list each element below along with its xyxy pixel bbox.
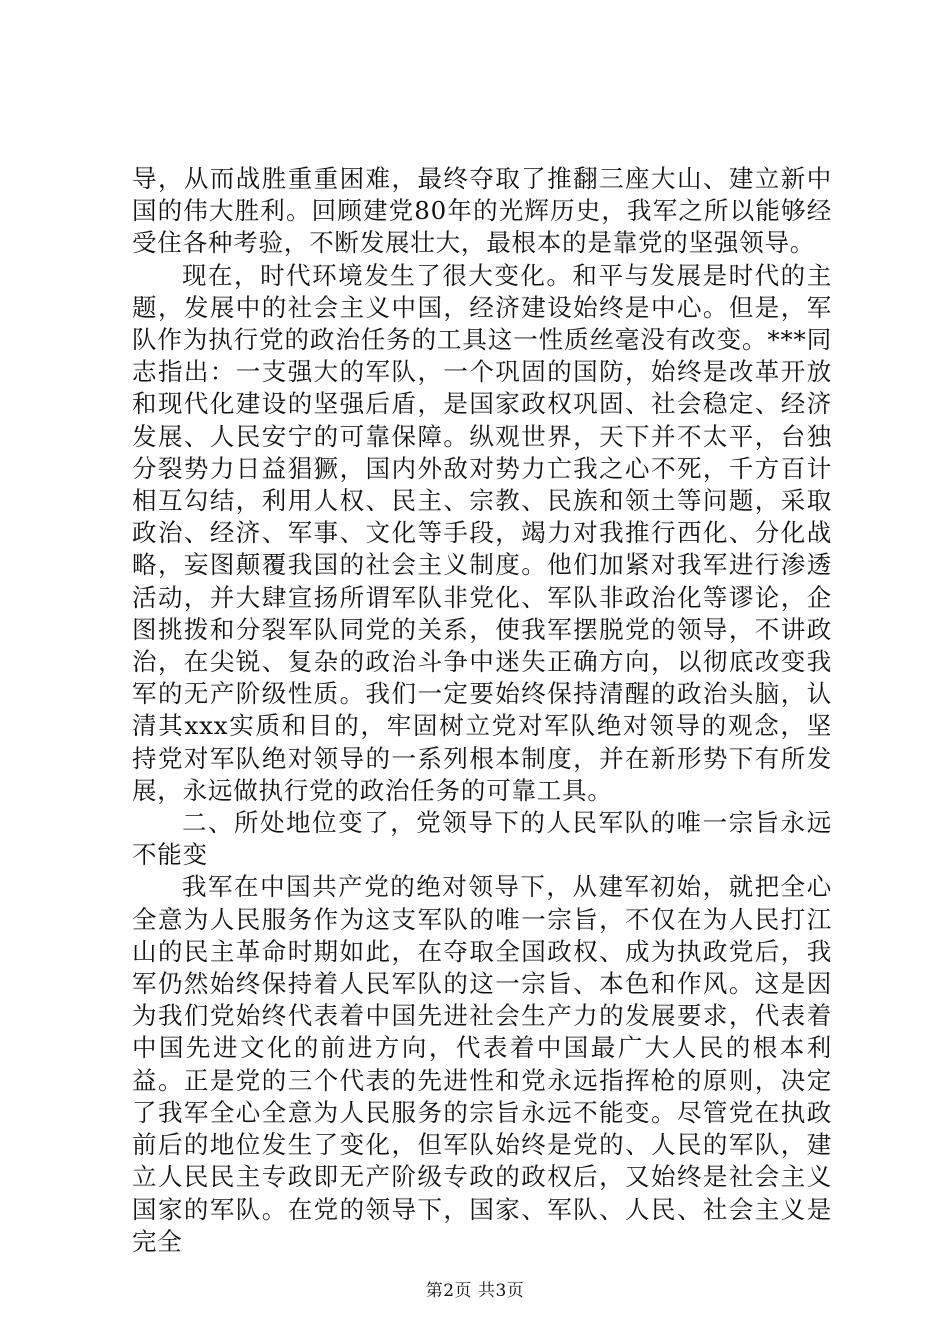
paragraph-continuation: 导，从而战胜重重困难，最终夺取了推翻三座大山、建立新中国的伟大胜利。回顾建党80年的光辉历史，我军之所以能够经受住各种考验，不断发展壮大，最根本的是靠党的坚强领导。 bbox=[132, 164, 832, 258]
paragraph-era-change: 现在，时代环境发生了很大变化。和平与发展是时代的主题，发展中的社会主义中国，经济建设始终是中心。但是，军队作为执行党的政治任务的工具这一性质丝毫没有改变。***同志指出：一支强大的军队，一个巩固的国防，始终是改革开放和现代化建设的坚强后盾，是国家政权巩固、社会稳定、经济发展、人民安宁的可靠保障。纵观世界，天下并不太平，台独分裂势力日益猖獗，国内外敌对势力亡我之心不死，千方百计相互勾结，利用人权、民主、宗教、民族和领土等问题，采取政治、经济、军事、文化等手段，竭力对我推行西化、分化战略，妄图颠覆我国的社会主义制度。他们加紧对我军进行渗透活动，并大肆宣扬所谓军队非党化、军队非政治化等谬论，企图挑拨和分裂军队同党的关系，使我军摆脱党的领导，不讲政治，在尖锐、复杂的政治斗争中迷失正确方向，以彻底改变我军的无产阶级性质。我们一定要始终保持清醒的政治头脑，认清其xxx实质和目的，牢固树立党对军队绝对领导的观念，坚持党对军队绝对领导的一系列根本制度，并在新形势下有所发展，永远做执行党的政治任务的可靠工具。 bbox=[132, 260, 832, 805]
section-heading-two: 二、所处地位变了，党领导下的人民军队的唯一宗旨永远不能变 bbox=[132, 808, 832, 870]
document-body bbox=[132, 163, 832, 1258]
page-number-footer: 第2页 共3页 bbox=[425, 1281, 525, 1301]
paragraph-purpose: 我军在中国共产党的绝对领导下，从建军初始，就把全心全意为人民服务作为这支军队的唯一宗旨，不仅在为人民打江山的民主革命时期如此，在夺取全国政权、成为执政党后，我军仍然始终保持着人民军队的这一宗旨、本色和作风。这是因为我们党始终代表着中国先进社会生产力的发展要求，代表着中国先进文化的前进方向，代表着中国最广大人民的根本利益。正是党的三个代表的先进性和党永远指挥枪的原则，决定了我军全心全意为人民服务的宗旨永远不能变。尽管党在执政前后的地位发生了变化，但军队始终是党的、人民的军队，建立人民民主专政即无产阶级专政的政权后，又始终是社会主义国家的军队。在党的领导下，国家、军队、人民、社会主义是完全 bbox=[132, 872, 832, 1256]
